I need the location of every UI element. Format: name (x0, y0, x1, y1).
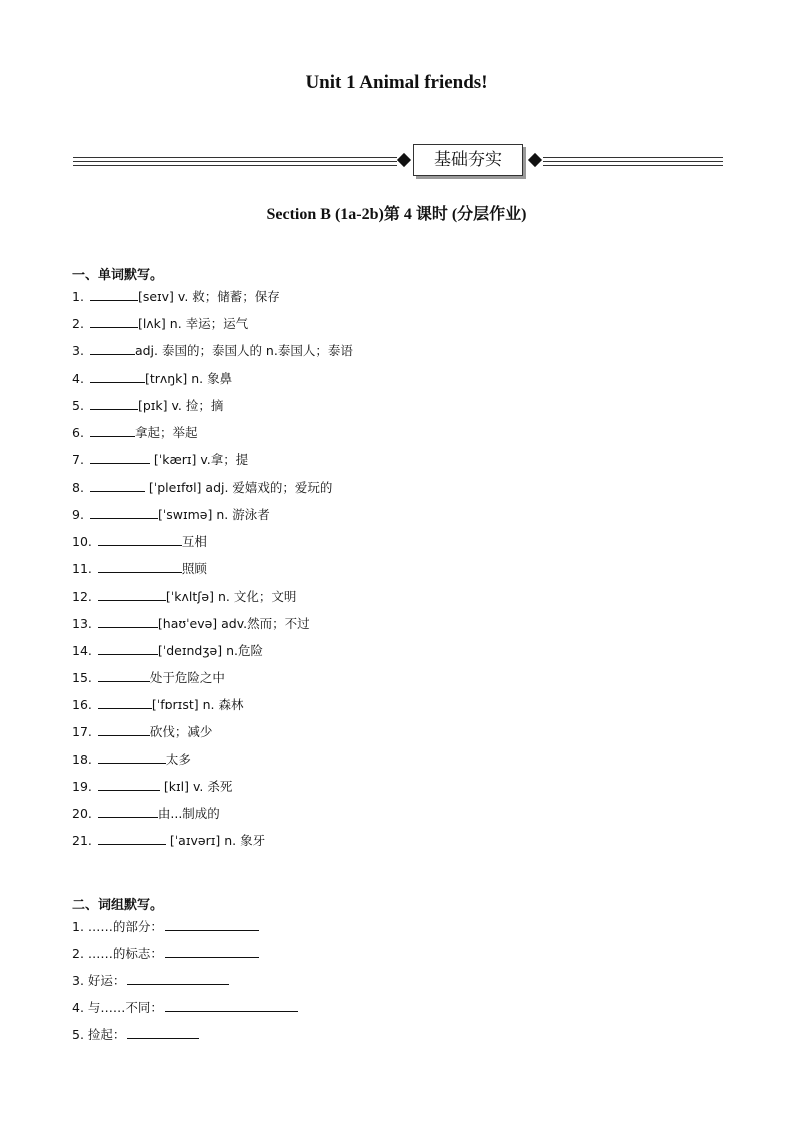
item-prompt: 太多 (165, 752, 191, 767)
item-prompt: [lʌk] n. 幸运；运气 (137, 316, 249, 331)
item-number: 11. (72, 561, 92, 576)
answer-blank[interactable] (98, 588, 166, 601)
item-prompt: ……的标志： (87, 946, 163, 961)
item-prompt: 由...制成的 (157, 806, 220, 821)
banner-rule-left (73, 157, 397, 166)
item-number: 10. (72, 534, 92, 549)
list-item (72, 397, 223, 414)
item-number: 1. (72, 289, 84, 304)
item-number: 3. (72, 973, 84, 988)
answer-blank[interactable] (98, 615, 158, 628)
item-prompt: 捡起： (87, 1027, 126, 1042)
item-number: 8. (72, 480, 84, 495)
item-number: 6. (72, 425, 84, 440)
list-item (72, 805, 220, 822)
answer-blank[interactable] (98, 533, 182, 546)
item-number: 5. (72, 1027, 84, 1042)
item-prompt: 处于危险之中 (149, 670, 225, 685)
item-number: 3. (72, 343, 84, 358)
item-number: 19. (72, 779, 92, 794)
section-heading-phrases: 二、词组默写。 (72, 898, 164, 913)
item-number: 2. (72, 316, 84, 331)
item-number: 2. (72, 946, 84, 961)
answer-blank[interactable] (90, 288, 138, 301)
diamond-icon (528, 153, 542, 167)
list-item (72, 479, 332, 496)
list-item (72, 533, 207, 550)
answer-blank[interactable] (90, 479, 145, 492)
list-item (72, 560, 207, 577)
answer-blank[interactable] (98, 669, 150, 682)
item-prompt: 好运： (87, 973, 126, 988)
item-prompt: [trʌŋk] n. 象鼻 (144, 371, 233, 386)
lesson-subtitle: Section B (1a-2b)第 4 课时 (分层作业) (266, 206, 527, 223)
list-item (72, 1026, 199, 1043)
list-item (72, 342, 353, 359)
answer-blank[interactable] (98, 723, 150, 736)
item-prompt: [ˈpleɪfʊl] adj. 爱嬉戏的；爱玩的 (144, 480, 333, 495)
answer-blank[interactable] (98, 642, 158, 655)
list-item (72, 778, 232, 795)
list-item (72, 588, 296, 605)
section-banner (73, 144, 723, 180)
answer-blank[interactable] (127, 972, 229, 985)
answer-blank[interactable] (165, 999, 298, 1012)
item-prompt: ……的部分： (87, 919, 163, 934)
list-item (72, 642, 263, 659)
answer-blank[interactable] (98, 696, 152, 709)
item-number: 21. (72, 833, 92, 848)
item-number: 17. (72, 724, 92, 739)
item-number: 4. (72, 1000, 84, 1015)
list-item (72, 832, 265, 849)
item-prompt: [ˈaɪvərɪ] n. 象牙 (165, 833, 266, 848)
list-item (72, 723, 212, 740)
list-item (72, 972, 229, 989)
list-item (72, 288, 280, 305)
item-number: 14. (72, 643, 92, 658)
list-item (72, 751, 191, 768)
item-prompt: 砍伐；减少 (149, 724, 213, 739)
answer-blank[interactable] (90, 370, 145, 383)
item-number: 9. (72, 507, 84, 522)
list-item (72, 999, 298, 1016)
item-number: 12. (72, 589, 92, 604)
answer-blank[interactable] (98, 805, 158, 818)
list-item (72, 370, 232, 387)
answer-blank[interactable] (165, 918, 259, 931)
item-number: 5. (72, 398, 84, 413)
item-prompt: [ˈkærɪ] v.拿；提 (149, 452, 249, 467)
answer-blank[interactable] (90, 342, 135, 355)
answer-blank[interactable] (90, 424, 135, 437)
list-item (72, 669, 225, 686)
answer-blank[interactable] (98, 751, 166, 764)
answer-blank[interactable] (98, 778, 160, 791)
item-prompt: [pɪk] v. 捡；摘 (137, 398, 224, 413)
answer-blank[interactable] (98, 832, 166, 845)
item-number: 7. (72, 452, 84, 467)
section-heading-words: 一、单词默写。 (72, 268, 164, 283)
item-prompt: adj. 泰国的；泰国人的 n.泰国人；泰语 (134, 343, 353, 358)
banner-rule-right (543, 157, 723, 166)
item-number: 1. (72, 919, 84, 934)
list-item (72, 315, 248, 332)
answer-blank[interactable] (165, 945, 259, 958)
item-number: 4. (72, 371, 84, 386)
item-number: 18. (72, 752, 92, 767)
answer-blank[interactable] (90, 451, 150, 464)
list-item (72, 424, 197, 441)
answer-blank[interactable] (90, 315, 138, 328)
banner-label: 基础夯实 (413, 144, 523, 176)
item-prompt: [ˈdeɪndʒə] n.危险 (157, 643, 263, 658)
list-item (72, 615, 310, 632)
diamond-icon (397, 153, 411, 167)
item-prompt: [ˈswɪmə] n. 游泳者 (157, 507, 270, 522)
answer-blank[interactable] (90, 397, 138, 410)
answer-blank[interactable] (90, 506, 158, 519)
item-number: 20. (72, 806, 92, 821)
list-item (72, 451, 248, 468)
item-prompt: [haʊˈevə] adv.然而；不过 (157, 616, 310, 631)
item-number: 16. (72, 697, 92, 712)
item-number: 15. (72, 670, 92, 685)
list-item (72, 506, 270, 523)
item-prompt: 互相 (181, 534, 207, 549)
list-item (72, 696, 243, 713)
item-number: 13. (72, 616, 92, 631)
item-prompt: [seɪv] v. 救；储蓄；保存 (137, 289, 280, 304)
item-prompt: 拿起；举起 (134, 425, 198, 440)
answer-blank[interactable] (98, 560, 182, 573)
answer-blank[interactable] (127, 1026, 199, 1039)
item-prompt: [ˈkʌltʃə] n. 文化；文明 (165, 589, 297, 604)
list-item (72, 945, 259, 962)
item-prompt: 照顾 (181, 561, 207, 576)
page-title: Unit 1 Animal friends! (305, 72, 488, 93)
list-item (72, 918, 259, 935)
item-prompt: [kɪl] v. 杀死 (159, 779, 233, 794)
item-prompt: [ˈfɒrɪst] n. 森林 (151, 697, 244, 712)
item-prompt: 与……不同： (87, 1000, 163, 1015)
